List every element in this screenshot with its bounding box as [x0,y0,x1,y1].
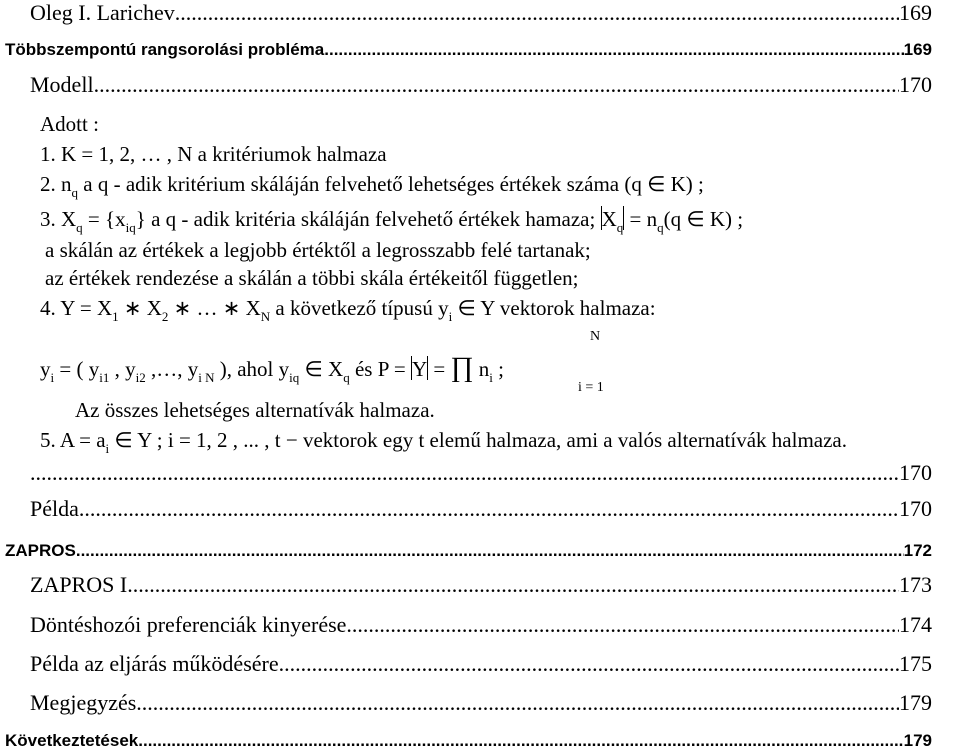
line-7-s3: i2 [135,370,146,385]
line-9-b: ∈ Y ; i = 1, 2 , ... , t − vektorok egy t elemű halmaza, ami a valós alternatívák halmaza. [109,428,848,452]
line-3-c: } a q - adik kritéria skáláján felvehető értékek hamaza; [135,207,596,231]
line-7-a: y [40,357,51,381]
toc-entry-modell[interactable] [30,72,932,98]
prod-lower-limit: i = 1 [578,380,604,395]
toc-label: Modell [30,72,94,97]
line-7-h: Y [411,357,428,381]
toc-leader [127,572,899,598]
line-2-text-b: a q - adik kritérium skáláján felvehető lehetséges értékek száma (q ∈ K) ; [78,172,704,196]
toc-label: ZAPROS I [30,572,128,597]
line-3-sub4: q [657,220,664,235]
line-3-sub2: iq [125,220,136,235]
line-7-s7: i [489,370,493,385]
line-2 [40,172,704,199]
toc-leader [346,612,899,638]
line-7-s1: i [50,370,55,385]
toc-page: 169 [899,0,932,25]
line-7-s2: i1 [99,370,110,385]
line-6-s2: 2 [161,309,169,324]
toc-leader [279,651,899,677]
line-6-s4: i [448,309,453,324]
toc-entry-tobbszempontu[interactable] [5,37,932,63]
line-8: Az összes lehetséges alternatívák halmaza. [75,398,435,422]
line-3-b: = {x [82,207,126,231]
line-3-f: (q ∈ K) ; [663,207,744,231]
toc-label: Példa [30,496,79,521]
toc-entry-pelda-eljaras[interactable] [30,651,932,677]
toc-page: 170 [899,72,932,97]
line-9-s1: i [105,441,110,456]
line-5: az értékek rendezése a skálán a többi skála értékeitől független; [45,266,579,290]
line-6-e: ∈ Y vektorok halmaza: [452,296,656,320]
toc-entry-pelda[interactable] [30,496,932,522]
line-6-c: ∗ … ∗ X [168,296,261,320]
adott-label: Adott : [40,112,99,136]
line-6-d: a következő típusú y [270,296,449,320]
line-1: 1. K = 1, 2, … , N a kritériumok halmaza [40,142,387,166]
toc-leader [138,728,903,754]
toc-leader [94,72,899,98]
toc-page: 169 [903,40,932,59]
line-7-i: = [428,357,451,381]
line-2-sub: q [71,185,78,200]
line-6 [40,296,656,323]
line-7-b: = ( y [54,357,100,381]
toc-leader [175,0,899,26]
toc-page: 170 [899,460,932,485]
toc-leader [30,460,899,486]
toc-page: 179 [903,731,932,750]
prod-upper-limit: N [590,329,601,344]
toc-page: 170 [899,496,932,521]
line-6-s1: 1 [112,309,119,324]
toc-entry-continued[interactable] [30,460,932,486]
line-9-a: 5. A = a [40,428,106,452]
toc-leader [324,37,903,63]
toc-page: 179 [899,690,932,715]
line-6-a: 4. Y = X [40,296,113,320]
line-6-b: ∗ X [118,296,162,320]
toc-page: 174 [899,612,932,637]
product-symbol: ∏ [450,352,474,383]
toc-label: ZAPROS [5,541,76,560]
line-2-text: 2. n [40,172,72,196]
line-7-c: , y [109,357,136,381]
line-3-sub1: q [76,220,83,235]
toc-entry-megjegyzes[interactable] [30,690,932,716]
toc-label: Következtetések [5,731,139,750]
line-7-s4: i N [198,370,215,385]
toc-leader [79,496,899,522]
toc-page: 175 [899,651,932,676]
line-7-f: ∈ X [299,357,344,381]
toc-label: Többszempontú rangsorolási probléma [5,40,325,59]
toc-leader [76,538,904,564]
line-3-d: X [601,207,617,231]
toc-entry-kovetkeztetesek[interactable] [5,728,932,754]
toc-label: Döntéshozói preferenciák kinyerése [30,612,347,637]
toc-entry-zapros[interactable] [5,538,932,564]
toc-leader [136,690,899,716]
toc-page: 173 [899,572,932,597]
line-6-s3: N [260,309,271,324]
toc-entry-larichev[interactable] [30,0,932,26]
toc-label: Példa az eljárás működésére [30,651,279,676]
toc-label: Oleg I. Larichev [30,0,175,25]
line-3-a: 3. X [40,207,77,231]
line-7-e: ), ahol y [214,357,290,381]
line-7 [40,352,505,385]
line-7-j: n [473,357,490,381]
line-7-k: ; [492,357,505,381]
line-3-sub3: q [616,220,624,235]
toc-label: Megjegyzés [30,690,137,715]
line-3 [40,206,743,234]
toc-page: 172 [903,541,932,560]
line-4: a skálán az értékek a legjobb értéktől a legrosszabb felé tartanak; [45,238,591,262]
line-9 [40,428,847,455]
line-7-s6: q [343,370,350,385]
line-7-d: ,…, y [145,357,199,381]
line-3-e: = n [624,207,658,231]
line-7-s5: iq [289,370,300,385]
toc-entry-dontes[interactable] [30,612,932,638]
line-7-g: és P = [349,357,411,381]
toc-entry-zapros-i[interactable] [30,572,932,598]
